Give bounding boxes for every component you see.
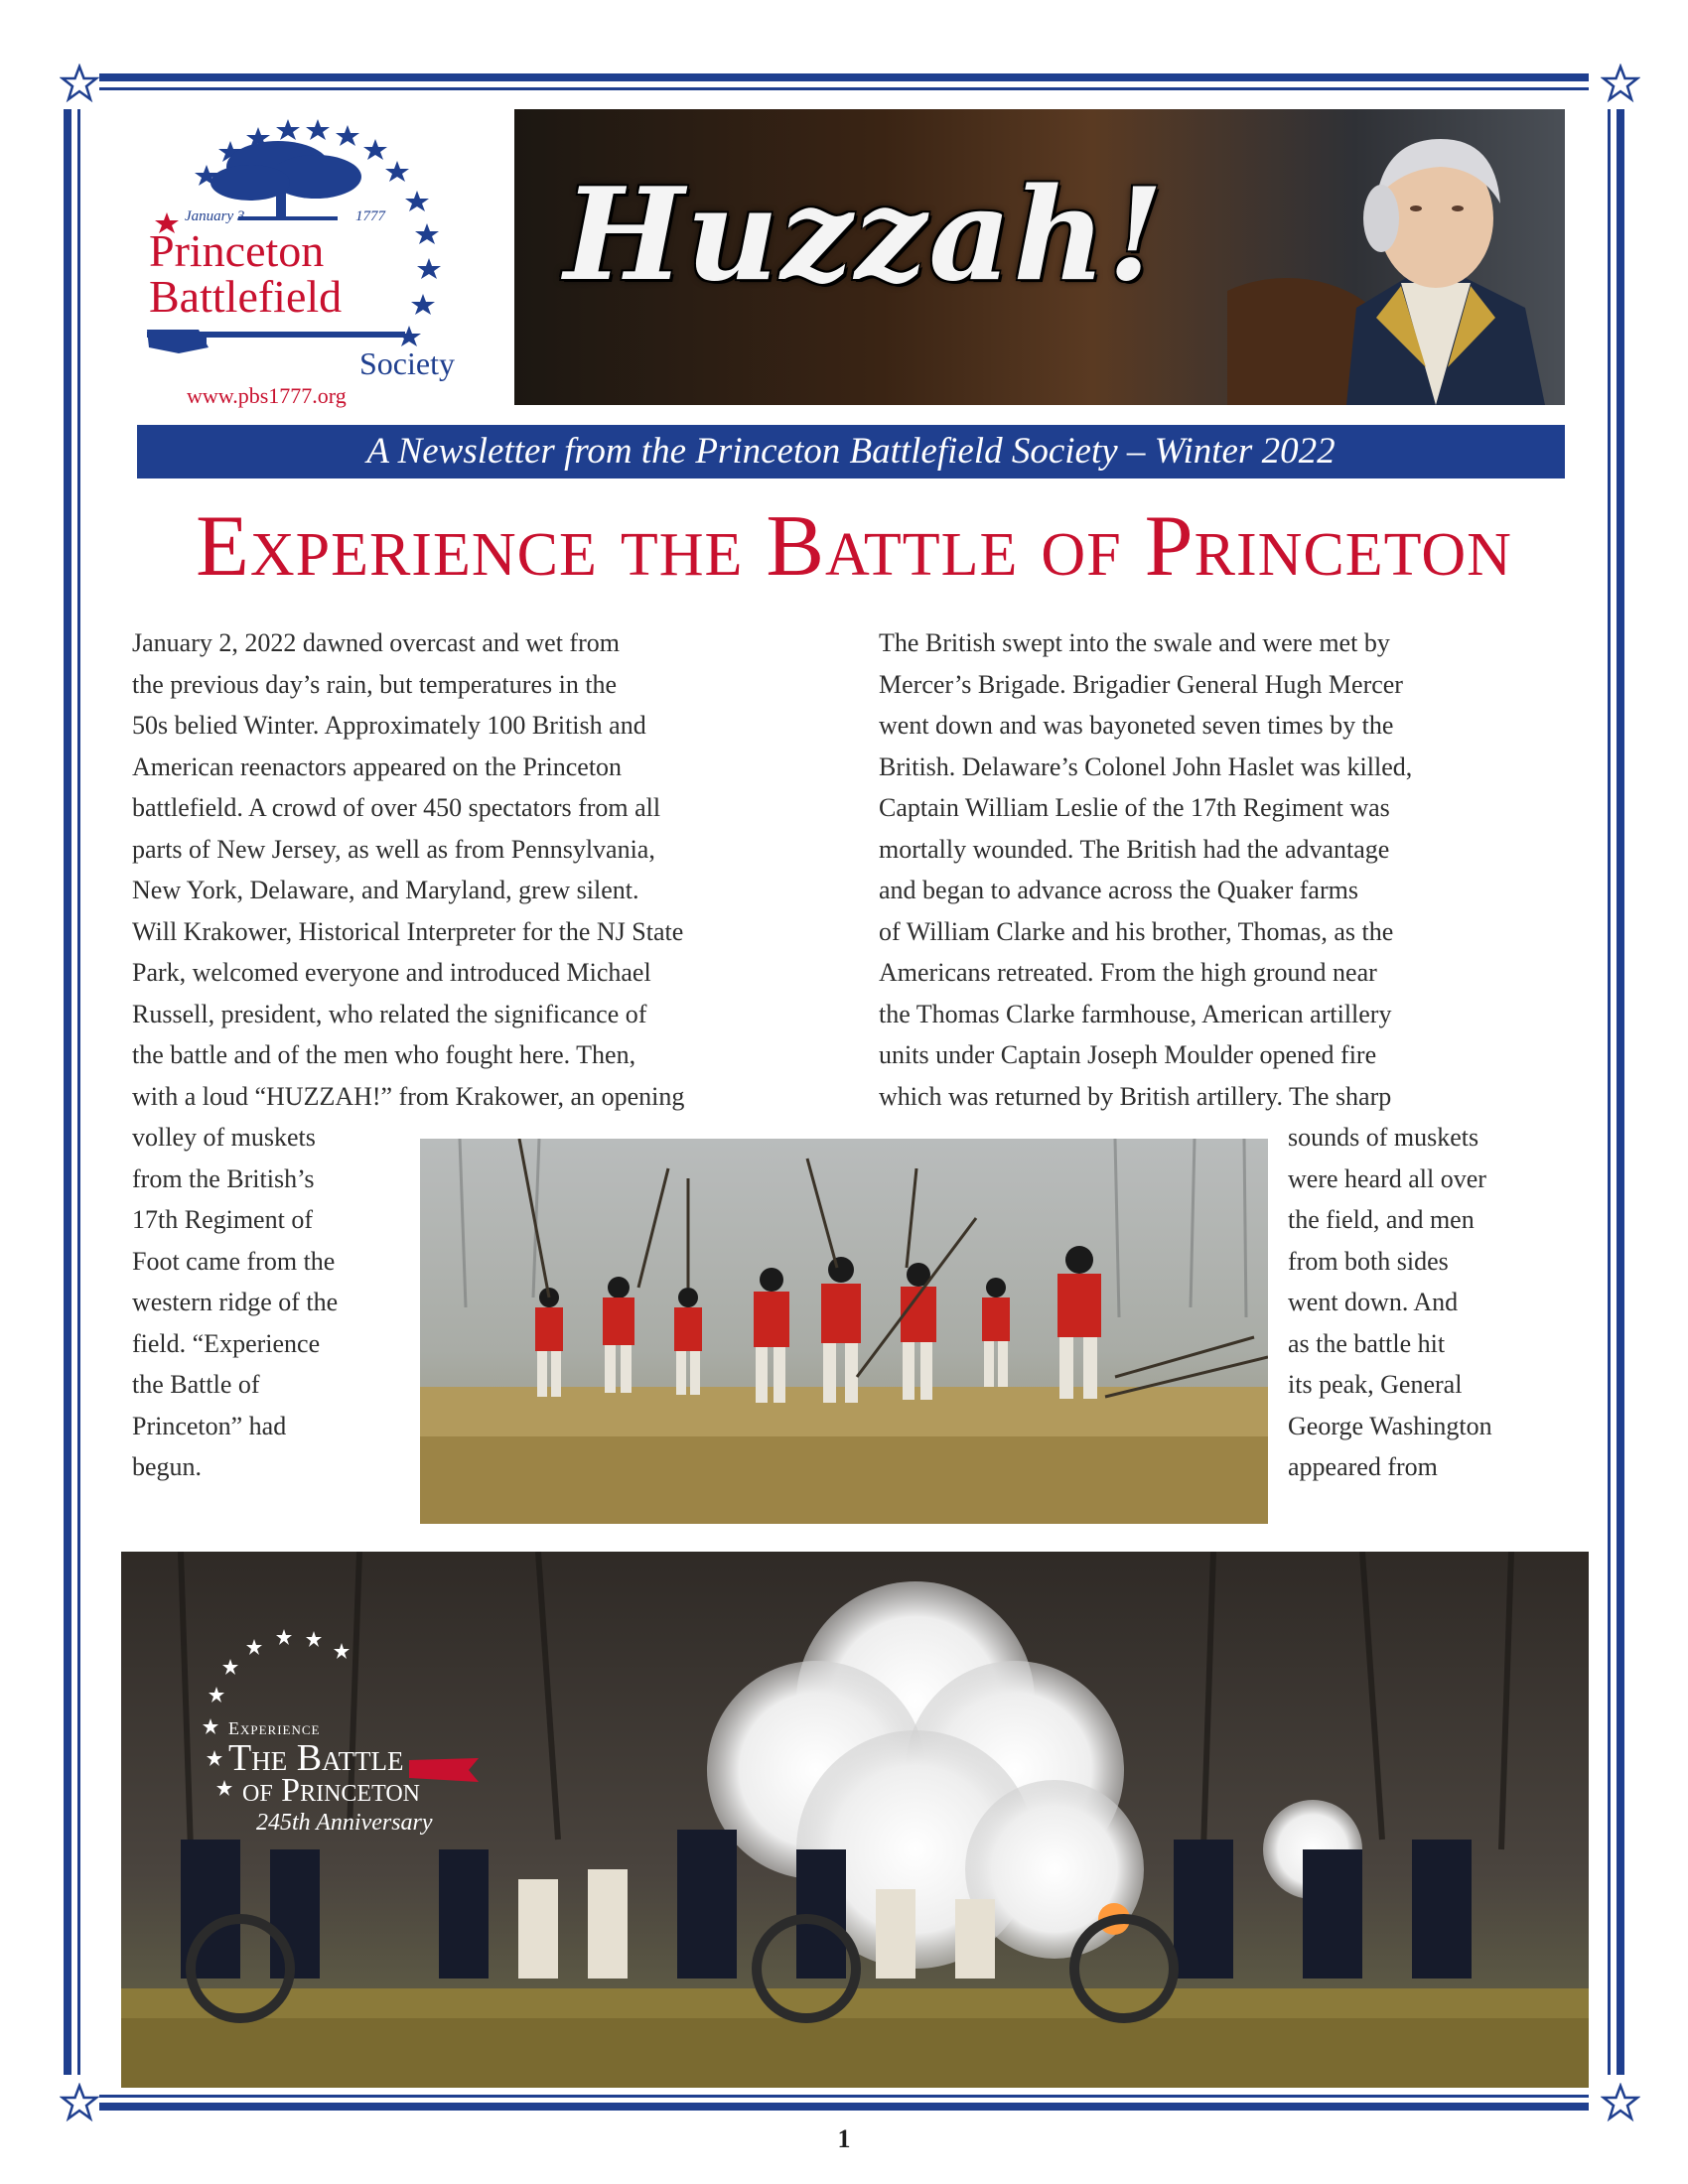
text-line: Russell, president, who related the significance of [132,999,647,1028]
text-line: volley of muskets [132,1123,316,1152]
text-line: and began to advance across the Quaker farms [879,876,1358,904]
border-top-rule-thin [99,87,1589,90]
text-line: from the British’s [132,1163,315,1193]
text-line: American reenactors appeared on the Princeton [132,751,623,781]
text-line: the field, and men [1288,1205,1475,1234]
border-right-rule-thin [1608,109,1611,2075]
article-right-column [879,622,1564,1117]
corner-star-icon [1601,2083,1640,2122]
text-line: with a loud “HUZZAH!” from Krakower, an opening [132,1081,685,1111]
text-line: Americans retreated. From the high ground near [879,958,1377,987]
text-line: the Battle of [132,1370,260,1399]
corner-star-icon [60,2083,99,2122]
text-line: sounds of muskets [1288,1123,1479,1152]
anniversary-overlay-logo [181,1601,538,1836]
text-line: Park, welcomed everyone and introduced Michael [132,958,651,987]
text-line: The British swept into the swale and were met by [879,628,1390,657]
masthead-title: Huzzah! [564,161,1166,310]
society-logo [139,109,467,407]
page-number: 1 [837,2124,851,2153]
washington-portrait-image [1227,109,1555,405]
masthead-banner [514,109,1565,405]
text-line: appeared from [1288,1452,1438,1481]
corner-star-icon [1601,64,1640,103]
article-left-column [132,622,817,1117]
text-line: the Thomas Clarke farmhouse, American artillery [879,999,1392,1028]
border-bottom-rule-thin [99,2095,1589,2098]
corner-star-icon [60,64,99,103]
text-line: were heard all over [1288,1163,1486,1193]
text-line: British. Delaware’s Colonel John Haslet was killed, [879,751,1413,781]
artillery-firing-photo [121,1552,1589,2088]
text-line: Captain William Leslie of the 17th Regiment was [879,793,1390,822]
text-line: of William Clarke and his brother, Thomas, as the [879,916,1394,946]
text-line: field. “Experience [132,1328,321,1358]
text-line: the battle and of the men who fought here. Then, [132,1040,636,1069]
border-top-rule-thick [99,73,1589,81]
logo-society: Society [359,345,455,381]
text-line: mortally wounded. The British had the advantage [879,834,1390,864]
text-line: New York, Delaware, and Maryland, grew silent. [132,876,639,904]
border-left-rule-thin [77,109,80,2075]
border-right-rule-thick [1617,109,1624,2075]
text-line: western ridge of the [132,1288,339,1316]
text-line: January 2, 2022 dawned overcast and wet from [132,628,620,657]
overlay-title-line1: The Battle [228,1737,404,1779]
text-line: from both sides [1288,1246,1449,1276]
overlay-experience: Experience [228,1718,321,1738]
overlay-title-line2: of Princeton [242,1772,420,1809]
logo-url: www.pbs1777.org [187,383,347,408]
text-line: units under Captain Joseph Moulder opened fire [879,1040,1377,1069]
text-line: went down. And [1288,1288,1459,1316]
text-line: Princeton” had [132,1411,287,1440]
text-line: Foot came from the [132,1246,336,1276]
logo-date-right: 1777 [355,208,385,224]
text-line: Will Krakower, Historical Interpreter for the NJ State [132,916,684,946]
redcoats-charging-photo [420,1139,1268,1524]
text-line: battlefield. A crowd of over 450 spectators from all [132,793,661,822]
border-bottom-rule-thick [99,2103,1589,2111]
article-left-wrap [132,1117,410,1488]
text-line: parts of New Jersey, as well as from Pennsylvania, [132,834,655,864]
article-headline: Experience the Battle of Princeton [196,498,1512,595]
text-line: went down and was bayoneted seven times by the [879,711,1394,740]
article-right-wrap [1288,1117,1566,1488]
overlay-anniversary: 245th Anniversary [256,1810,433,1836]
text-line: Mercer’s Brigade. Brigadier General Hugh Mercer [879,669,1403,699]
newsletter-subtitle: A Newsletter from the Princeton Battlefield Society – Winter 2022 [137,425,1565,478]
text-line: 17th Regiment of [132,1205,313,1234]
logo-name-line1: Princeton [149,225,325,276]
text-line: the previous day’s rain, but temperatures in the [132,669,618,699]
text-line: begun. [132,1452,203,1481]
text-line: which was returned by British artillery. The sharp [879,1081,1392,1111]
text-line: 50s belied Winter. Approximately 100 British and [132,711,646,740]
text-line: George Washington [1288,1411,1492,1440]
border-left-rule-thick [64,109,71,2075]
text-line: as the battle hit [1288,1328,1446,1358]
logo-date-left: January 3 [185,208,245,224]
redcoats-charging-image [420,1139,1268,1524]
text-line: its peak, General [1288,1370,1463,1399]
logo-name-line2: Battlefield [149,271,343,322]
